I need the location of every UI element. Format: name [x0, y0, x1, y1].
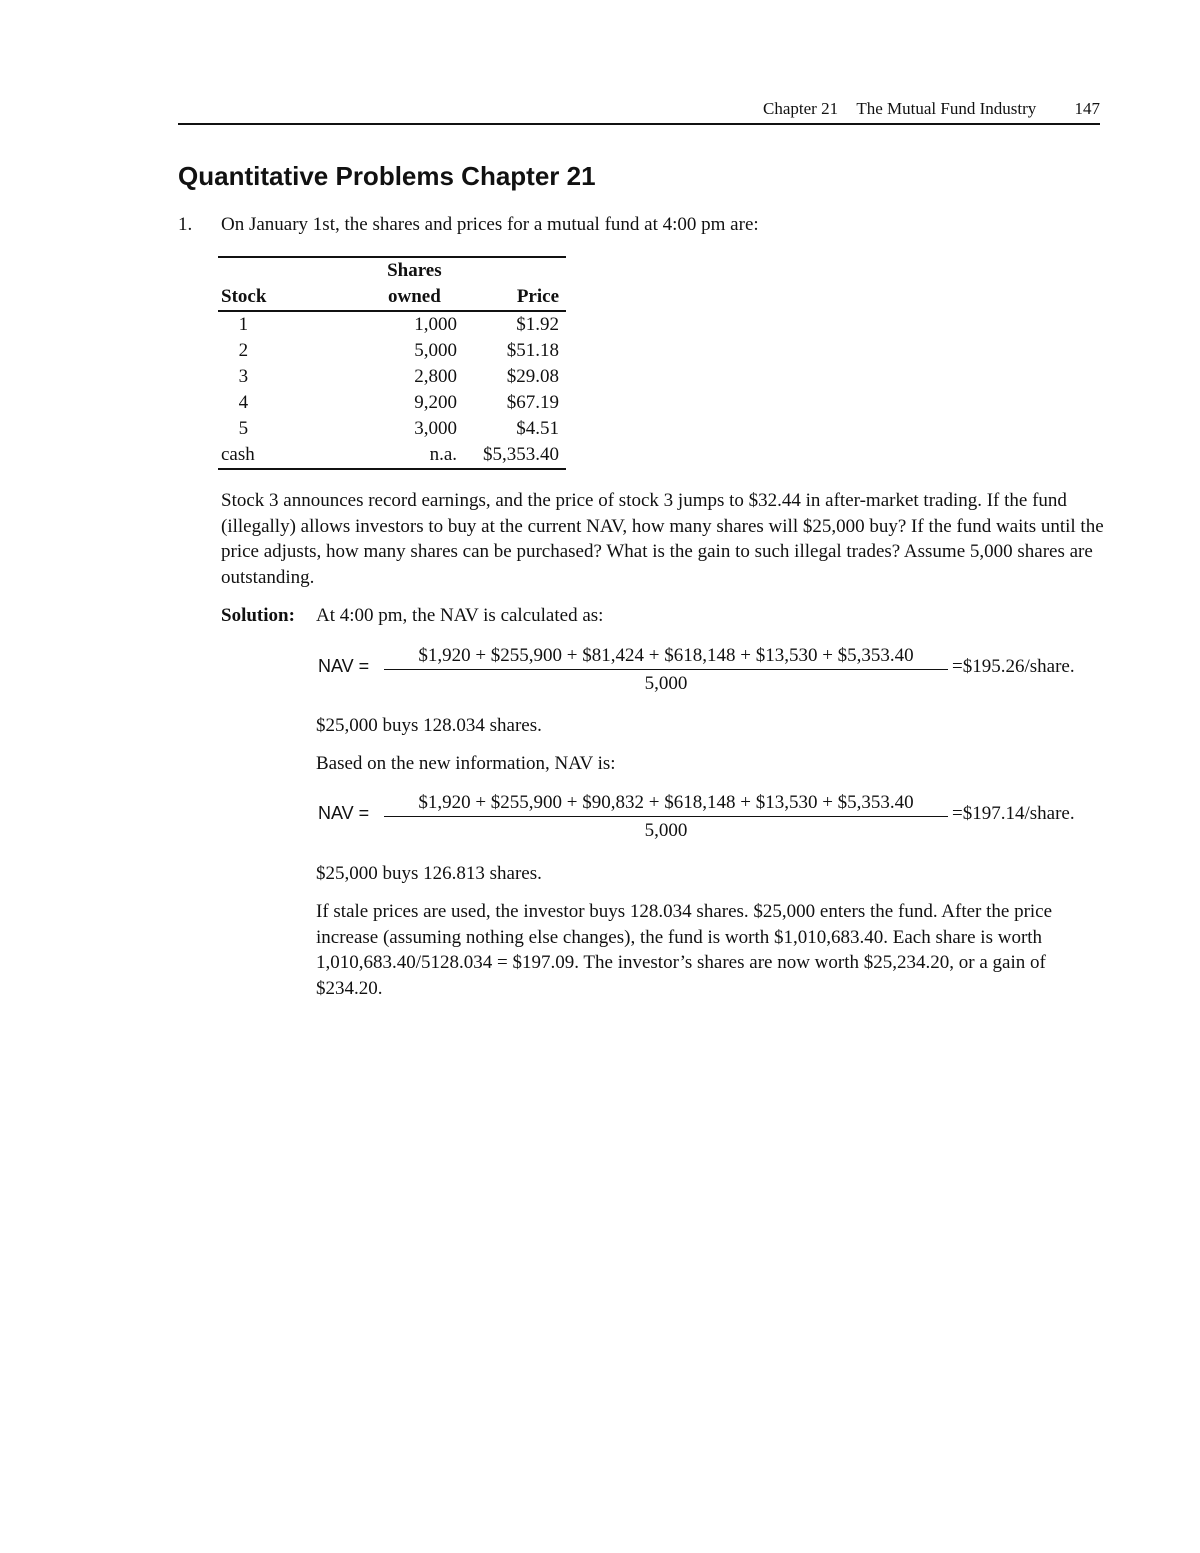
holdings-table-wrapper	[218, 256, 566, 470]
equation-denominator: 5,000	[644, 820, 688, 841]
problem-number: 1.	[178, 214, 193, 235]
cell-shares: n.a.	[339, 442, 460, 469]
cell-price: $67.19	[506, 392, 559, 413]
cell-stock: 3	[238, 366, 249, 387]
header-title: The Mutual Fund Industry	[856, 99, 1037, 118]
equation-numerator: $1,920 + $255,900 + $90,832 + $618,148 + $13,530 + $5,353.40	[418, 792, 914, 813]
table-row	[218, 390, 566, 416]
running-header	[178, 97, 1100, 125]
cell-stock: 5	[238, 418, 249, 439]
table-header-row-2	[218, 284, 566, 311]
table-header-row-1	[218, 257, 566, 284]
header-chapter: Chapter 21	[763, 99, 839, 118]
page-title: Quantitative Problems Chapter 21	[178, 161, 596, 191]
header-empty-3	[460, 257, 566, 284]
equation-lhs: NAV =	[318, 803, 370, 823]
table-row	[218, 338, 566, 364]
equation-denominator: 5,000	[644, 673, 688, 694]
cell-shares: 1,000	[414, 314, 457, 335]
cell-price: $1.92	[516, 314, 559, 335]
holdings-table	[218, 256, 566, 470]
table-body	[218, 311, 566, 469]
cell-shares: 5,000	[414, 340, 457, 361]
problem-question: Stock 3 announces record earnings, and the price of stock 3 jumps to $32.44 in after-market trading. If the fund (illegally) allows investors to buy at the current NAV, how many shares will $25,000 buy? If the fund waits until the price adjusts, how many shares can be purchased? What is the gain to such illegal trades? Assume 5,000 shares are outstanding.	[221, 490, 1104, 588]
table-row	[218, 364, 566, 390]
cell-shares: 9,200	[414, 392, 457, 413]
equation-fraction	[384, 790, 1200, 843]
solution-line-2: Based on the new information, NAV is:	[316, 753, 616, 774]
equation-rhs: =$195.26/share.	[952, 656, 1075, 677]
header-shares-line1: Shares	[339, 257, 460, 284]
solution-final-paragraph: If stale prices are used, the investor buys 128.034 shares. $25,000 enters the fund. After the price increase (assuming nothing else changes), the fund is worth $1,010,683.40. Each share is worth 1,010,683.40/5128.034 = $197.09. The investor’s shares are now worth $25,234.20, or a gain of $234.20.	[316, 901, 1053, 999]
equation-rhs: =$197.14/share.	[952, 803, 1075, 824]
cell-stock: 2	[238, 340, 249, 361]
cell-stock: 1	[238, 314, 249, 335]
equation-lhs: NAV =	[318, 656, 370, 676]
cell-price: $4.51	[516, 418, 559, 439]
header-shares-line2: owned	[339, 284, 460, 311]
solution-intro: At 4:00 pm, the NAV is calculated as:	[316, 605, 604, 626]
cell-shares: 3,000	[414, 418, 457, 439]
cell-price: $51.18	[506, 340, 559, 361]
solution-label: Solution:	[221, 605, 295, 626]
cell-stock: 4	[238, 392, 249, 413]
cell-stock: cash	[218, 442, 339, 469]
solution-line-1: $25,000 buys 128.034 shares.	[316, 715, 542, 736]
page-number: 147	[1074, 99, 1100, 118]
solution-line-3: $25,000 buys 126.813 shares.	[316, 863, 542, 884]
header-empty-1	[218, 257, 339, 284]
cell-price: $29.08	[506, 366, 559, 387]
table-row	[218, 442, 566, 469]
problem-intro: On January 1st, the shares and prices for a mutual fund at 4:00 pm are:	[221, 214, 759, 235]
table-row	[218, 311, 566, 338]
cell-shares: 2,800	[414, 366, 457, 387]
equation-numerator: $1,920 + $255,900 + $81,424 + $618,148 + $13,530 + $5,353.40	[418, 645, 914, 666]
table-row	[218, 416, 566, 442]
cell-price: $5,353.40	[460, 442, 566, 469]
equation-fraction	[384, 643, 1200, 696]
running-header-text	[763, 99, 1100, 119]
header-price: Price	[460, 284, 566, 311]
header-stock: Stock	[218, 284, 339, 311]
